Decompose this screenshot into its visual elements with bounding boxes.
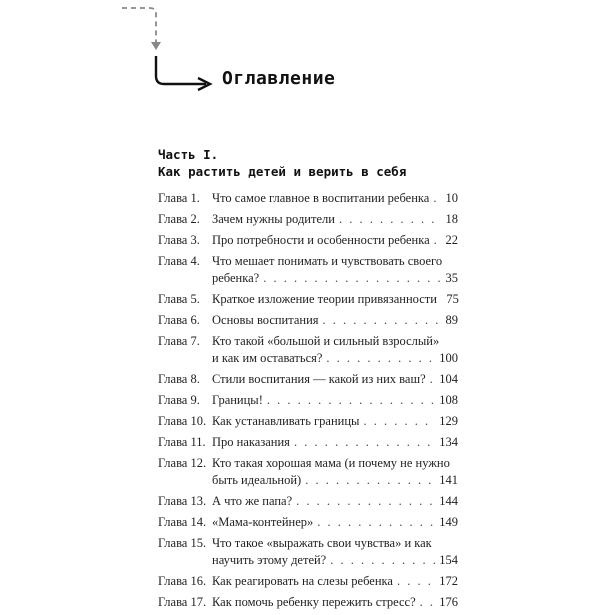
page-number: 129 <box>439 414 458 428</box>
dot-leader <box>434 232 440 249</box>
chapter-title-line: «Мама-контейнер» <box>212 515 314 529</box>
page-number: 172 <box>439 574 458 588</box>
dot-leader <box>330 552 435 569</box>
page-number: 75 <box>446 292 459 306</box>
dot-leader <box>267 392 435 409</box>
toc-entry <box>158 455 458 489</box>
chapter-title-line: Кто такой «большой и сильный взрослый» <box>212 334 440 348</box>
chapter-number: Глава 2. <box>158 212 200 226</box>
toc-entry <box>158 232 458 249</box>
chapter-title-line: Зачем нужны родители <box>212 212 335 226</box>
chapter-title-line: Что такое «выражать свои чувства» и как <box>212 536 432 550</box>
toc-entry <box>158 413 458 430</box>
chapter-number: Глава 15. <box>158 536 207 550</box>
chapter-number: Глава 9. <box>158 393 200 407</box>
chapter-title-line: Про наказания <box>212 435 290 449</box>
page-number: 22 <box>445 233 458 247</box>
chapter-title-line: Краткое изложение теории привязанности <box>212 292 437 306</box>
dot-leader <box>339 211 440 228</box>
part-heading <box>158 146 406 180</box>
chapter-number: Глава 8. <box>158 372 200 386</box>
toc-entry <box>158 333 458 367</box>
dot-leader <box>397 573 435 590</box>
page-number: 10 <box>445 191 458 205</box>
chapter-title-line: научить этому детей? <box>212 553 327 567</box>
dot-leader <box>294 434 435 451</box>
dot-leader <box>263 270 440 287</box>
chapter-title-line: Основы воспитания <box>212 313 319 327</box>
chapter-title-line: Как реагировать на слезы ребенка <box>212 574 393 588</box>
toc-entry <box>158 371 458 388</box>
dashed-arrow-icon <box>0 0 230 100</box>
chapter-number: Глава 6. <box>158 313 200 327</box>
dot-leader <box>363 413 435 430</box>
toc-entry <box>158 573 458 590</box>
page-number: 144 <box>439 494 458 508</box>
chapter-number: Глава 17. <box>158 595 207 609</box>
chapter-title-line: Что мешает понимать и чувствовать своего <box>212 254 443 268</box>
toc-entry <box>158 190 458 207</box>
dot-leader <box>305 472 435 489</box>
page-number: 100 <box>439 351 458 365</box>
chapter-number: Глава 1. <box>158 191 200 205</box>
toc-entry <box>158 392 458 409</box>
dot-leader <box>430 371 436 388</box>
toc-entry <box>158 312 458 329</box>
page-number: 149 <box>439 515 458 529</box>
dot-leader <box>326 350 435 367</box>
chapter-title-line: А что же папа? <box>212 494 293 508</box>
toc-entry <box>158 594 458 611</box>
chapter-number: Глава 12. <box>158 456 207 470</box>
chapter-title-line: быть идеальной) <box>212 473 302 487</box>
chapter-title-line: Что самое главное в воспитании ребенка <box>212 191 430 205</box>
chapter-title-line: Границы! <box>212 393 263 407</box>
chapter-number: Глава 7. <box>158 334 200 348</box>
chapter-title-line: Стили воспитания — какой из них ваш? <box>212 372 426 386</box>
chapter-number: Глава 11. <box>158 435 206 449</box>
toc-entry <box>158 291 458 308</box>
chapter-number: Глава 3. <box>158 233 200 247</box>
page-number: 104 <box>439 372 458 386</box>
page-number: 18 <box>445 212 458 226</box>
dot-leader <box>433 190 440 207</box>
part-title: Как растить детей и верить в себя <box>158 164 407 179</box>
toc-entry <box>158 253 458 287</box>
toc-entry <box>158 493 458 510</box>
dot-leader <box>296 493 435 510</box>
page-number: 89 <box>445 313 458 327</box>
chapter-number: Глава 4. <box>158 254 200 268</box>
page-number: 134 <box>439 435 458 449</box>
chapter-number: Глава 16. <box>158 574 207 588</box>
chapter-title-line: и как им оставаться? <box>212 351 323 365</box>
page-title: Оглавление <box>222 68 336 89</box>
page-number: 108 <box>439 393 458 407</box>
page-number: 176 <box>439 595 458 609</box>
chapter-title-line: Как устанавливать границы <box>212 414 360 428</box>
chapter-number: Глава 10. <box>158 414 207 428</box>
dot-leader <box>317 514 435 531</box>
dot-leader <box>323 312 440 329</box>
part-label: Часть I. <box>158 147 219 162</box>
table-of-contents <box>158 190 458 615</box>
toc-entry <box>158 535 458 569</box>
chapter-title-line: ребенка? <box>212 271 260 285</box>
chapter-number: Глава 14. <box>158 515 207 529</box>
dot-leader <box>420 594 436 611</box>
toc-entry <box>158 514 458 531</box>
chapter-title-line: Как помочь ребенку пережить стресс? <box>212 595 416 609</box>
toc-entry <box>158 211 458 228</box>
page-number: 141 <box>439 473 458 487</box>
chapter-number: Глава 13. <box>158 494 207 508</box>
page-number: 154 <box>439 553 458 567</box>
chapter-title-line: Про потребности и особенности ребенка <box>212 233 430 247</box>
chapter-number: Глава 5. <box>158 292 200 306</box>
toc-entry <box>158 434 458 451</box>
page-number: 35 <box>445 271 458 285</box>
chapter-title-line: Кто такая хорошая мама (и почему не нужно <box>212 456 450 470</box>
